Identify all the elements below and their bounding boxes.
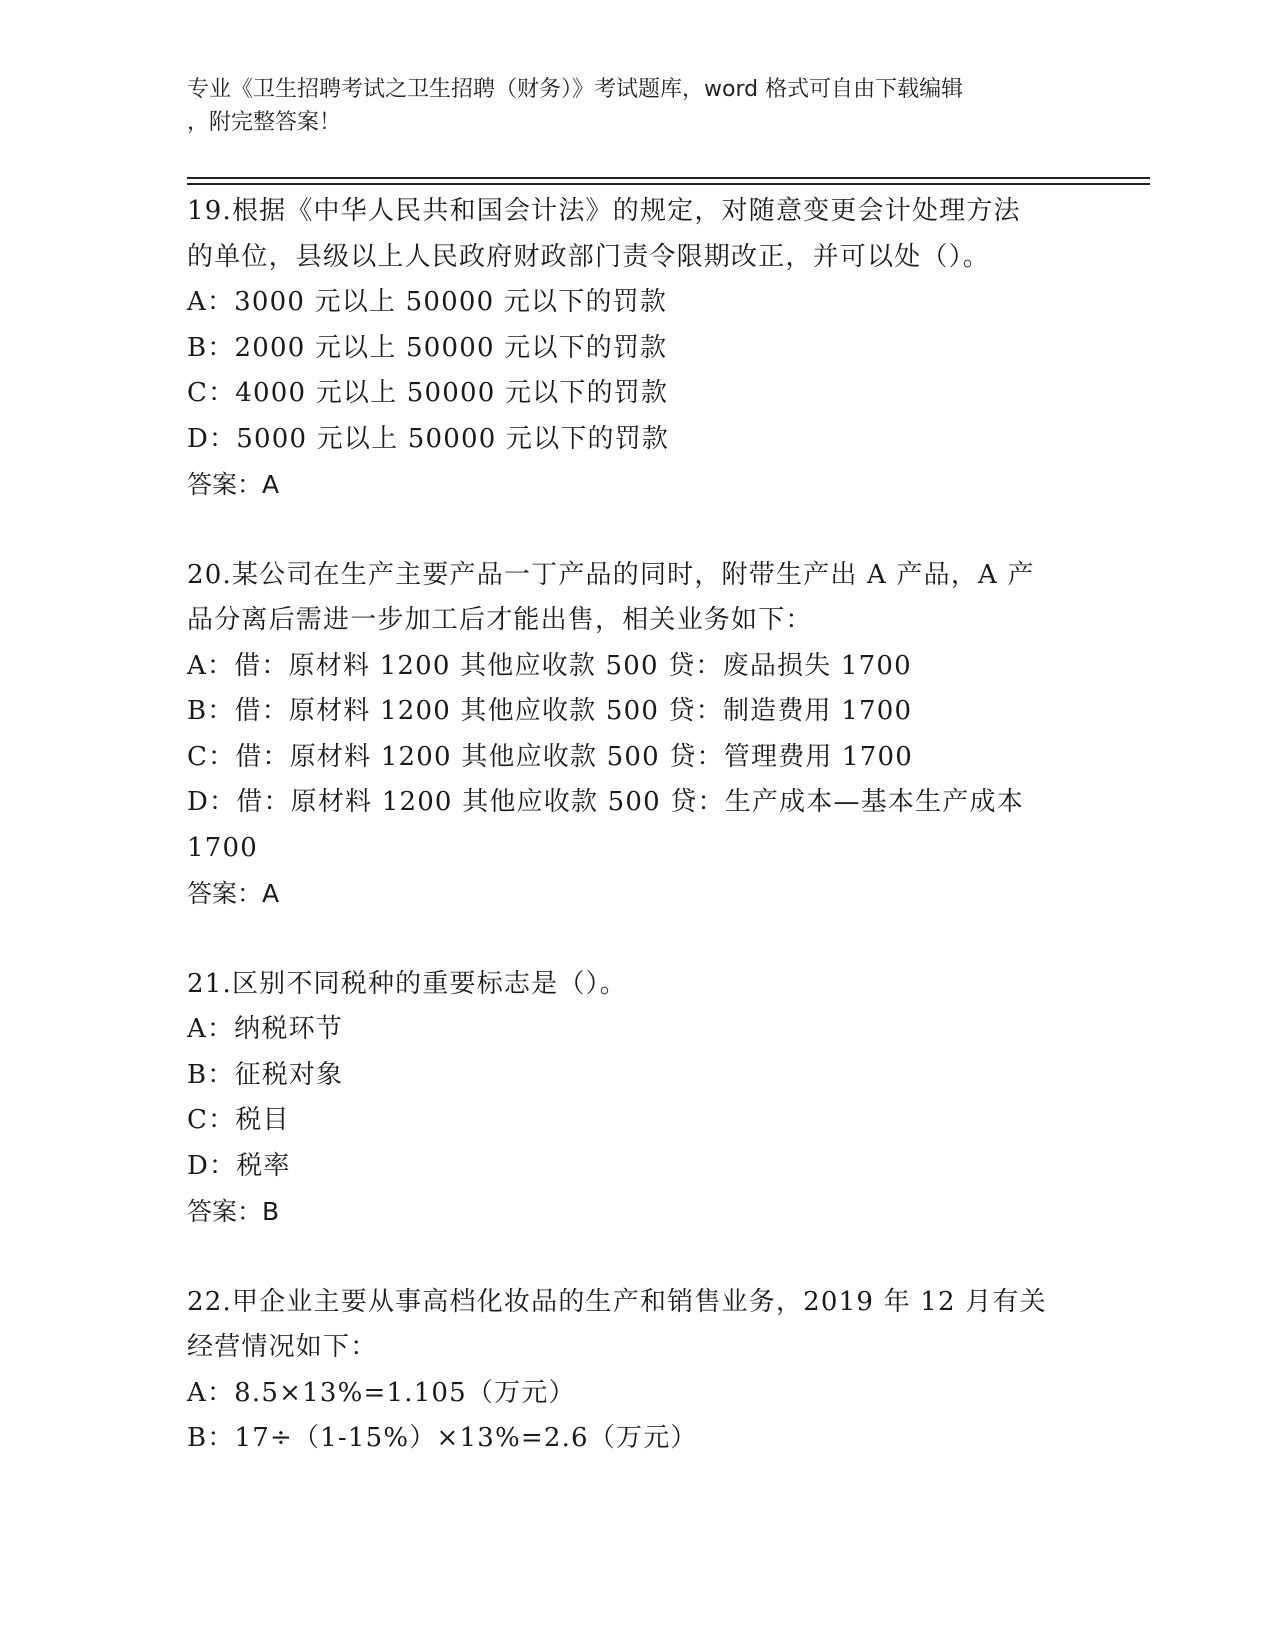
option-d: D：借：原材料 1200 其他应收款 500 贷：生产成本—基本生产成本	[187, 787, 1024, 817]
option-d-continued: 1700	[187, 832, 258, 863]
header-rule-top	[187, 177, 1150, 179]
question-19	[187, 189, 1087, 508]
option-c: C：借：原材料 1200 其他应收款 500 贷：管理费用 1700	[187, 741, 913, 772]
question-stem-line: 20.某公司在生产主要产品一丁产品的同时，附带生产出 A 产品，A 产	[187, 559, 1035, 590]
question-stem-line: 品分离后需进一步加工后才能出售，相关业务如下：	[187, 605, 813, 635]
option-d: D：5000 元以上 50000 元以下的罚款	[187, 423, 670, 454]
option-b: B：借：原材料 1200 其他应收款 500 贷：制造费用 1700	[187, 696, 913, 726]
option-a: A：8.5×13%=1.105（万元）	[187, 1377, 576, 1408]
option-c: C：4000 元以上 50000 元以下的罚款	[187, 378, 669, 408]
answer: 答案：A	[187, 879, 280, 908]
option-b: B：17÷（1-15%）×13%=2.6（万元）	[187, 1423, 698, 1453]
option-a: A：借：原材料 1200 其他应收款 500 贷：废品损失 1700	[187, 650, 912, 681]
question-22	[187, 1280, 1087, 1462]
option-c: C：税目	[187, 1105, 290, 1135]
option-b: B：2000 元以上 50000 元以下的罚款	[187, 332, 668, 363]
question-stem-line: 21.区别不同税种的重要标志是（）。	[187, 968, 627, 999]
header-line-1: 专业《卫生招聘考试之卫生招聘（财务）》考试题库，word 格式可自由下载编辑	[187, 77, 964, 102]
header-rule-bottom	[187, 183, 1150, 185]
option-d: D：税率	[187, 1150, 291, 1181]
question-stem-line: 的单位，县级以上人民政府财政部门责令限期改正，并可以处（）。	[187, 241, 991, 272]
document-header	[187, 73, 1077, 139]
option-a: A：3000 元以上 50000 元以下的罚款	[187, 287, 668, 317]
option-b: B：征税对象	[187, 1059, 344, 1090]
header-line-2: ，附完整答案！	[187, 110, 342, 135]
question-stem-line: 经营情况如下：	[187, 1332, 378, 1362]
question-21	[187, 962, 1087, 1235]
question-20	[187, 553, 1087, 917]
answer: 答案：B	[187, 1197, 280, 1226]
question-stem-line: 19.根据《中华人民共和国会计法》的规定，对随意变更会计处理方法	[187, 196, 1021, 226]
question-stem-line: 22.甲企业主要从事高档化妆品的生产和销售业务，2019 年 12 月有关	[187, 1286, 1047, 1317]
answer: 答案：A	[187, 470, 280, 499]
question-list	[187, 189, 1087, 1507]
option-a: A：纳税环节	[187, 1014, 343, 1044]
